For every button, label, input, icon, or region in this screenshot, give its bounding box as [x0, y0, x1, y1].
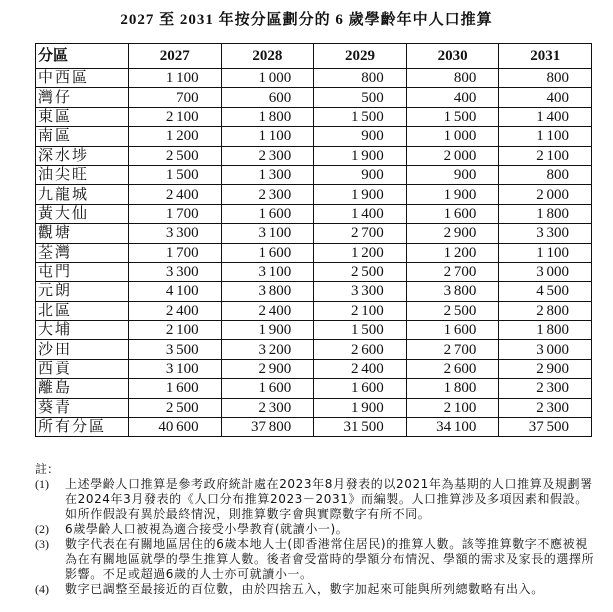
- value-cell: 1 800: [221, 107, 314, 126]
- value-cell: 3 500: [129, 340, 222, 359]
- value-cell: 1 100: [499, 243, 592, 262]
- district-cell: 灣仔: [36, 88, 129, 107]
- value-cell: 1 100: [499, 127, 592, 146]
- note-number: (2): [35, 522, 49, 536]
- value-cell: 2 500: [406, 301, 499, 320]
- value-cell: 2 400: [314, 359, 407, 378]
- header-district: 分區: [36, 44, 129, 69]
- value-cell: 2 900: [221, 359, 314, 378]
- note-item: [35, 537, 595, 582]
- district-cell: 離島: [36, 379, 129, 398]
- value-cell: 1 600: [221, 204, 314, 223]
- value-cell: 1 200: [314, 243, 407, 262]
- table-row: [36, 165, 592, 184]
- value-cell: 1 100: [129, 69, 222, 88]
- district-cell: 元朗: [36, 282, 129, 301]
- table-row: [36, 262, 592, 281]
- value-cell: 37 500: [499, 418, 592, 437]
- note-text: 數字代表在有關地區居住的6歲本地人士(即香港常住居民)的推算人數。該等推算數字不應被視為在有關地區就學的學生推算人數。後者會受當時的學額分布情況、學額的需求及家長的選擇所影響。不足或超過6歲的人士亦可就讀小一。: [65, 537, 595, 581]
- value-cell: 1 500: [314, 107, 407, 126]
- district-cell: 油尖旺: [36, 165, 129, 184]
- district-cell: 所有分區: [36, 418, 129, 437]
- value-cell: 1 900: [314, 146, 407, 165]
- value-cell: 4 100: [129, 282, 222, 301]
- table-row: [36, 224, 592, 243]
- value-cell: 3 100: [129, 359, 222, 378]
- value-cell: 3 800: [221, 282, 314, 301]
- value-cell: 2 100: [314, 301, 407, 320]
- note-number: (1): [35, 477, 49, 491]
- value-cell: 1 800: [406, 379, 499, 398]
- value-cell: 3 300: [129, 224, 222, 243]
- value-cell: 2 300: [499, 379, 592, 398]
- value-cell: 2 500: [129, 398, 222, 417]
- value-cell: 2 000: [406, 146, 499, 165]
- district-cell: 沙田: [36, 340, 129, 359]
- value-cell: 3 000: [499, 262, 592, 281]
- notes-section: [35, 462, 595, 597]
- value-cell: 2 300: [221, 185, 314, 204]
- value-cell: 900: [406, 165, 499, 184]
- value-cell: 1 700: [129, 204, 222, 223]
- value-cell: 900: [314, 127, 407, 146]
- value-cell: 800: [499, 165, 592, 184]
- value-cell: 2 400: [129, 185, 222, 204]
- note-text: 數字已調整至最接近的百位數，由於四捨五入，數字加起來可能與所列總數略有出入。: [65, 582, 544, 596]
- value-cell: 800: [499, 69, 592, 88]
- value-cell: 2 700: [406, 262, 499, 281]
- value-cell: 1 600: [221, 379, 314, 398]
- value-cell: 1 100: [221, 127, 314, 146]
- table-row: [36, 282, 592, 301]
- value-cell: 1 200: [406, 243, 499, 262]
- value-cell: 2 300: [221, 146, 314, 165]
- value-cell: 3 200: [221, 340, 314, 359]
- value-cell: 1 900: [221, 321, 314, 340]
- value-cell: 1 600: [221, 243, 314, 262]
- value-cell: 2 600: [406, 359, 499, 378]
- value-cell: 1 200: [129, 127, 222, 146]
- value-cell: 2 300: [221, 398, 314, 417]
- district-cell: 北區: [36, 301, 129, 320]
- table-row: [36, 418, 592, 437]
- value-cell: 40 600: [129, 418, 222, 437]
- value-cell: 37 800: [221, 418, 314, 437]
- table-row: [36, 185, 592, 204]
- value-cell: 900: [314, 165, 407, 184]
- value-cell: 1 400: [314, 204, 407, 223]
- value-cell: 1 800: [499, 321, 592, 340]
- table-row: [36, 243, 592, 262]
- note-text: 6歲學齡人口被視為適合接受小學教育(就讀小一)。: [65, 522, 349, 536]
- note-item: [35, 582, 595, 597]
- table-row: [36, 146, 592, 165]
- table-row: [36, 301, 592, 320]
- district-cell: 中西區: [36, 69, 129, 88]
- value-cell: 1 900: [314, 398, 407, 417]
- note-number: (4): [35, 582, 49, 596]
- value-cell: 1 700: [129, 243, 222, 262]
- table-row: [36, 398, 592, 417]
- value-cell: 2 700: [314, 224, 407, 243]
- value-cell: 1 600: [406, 321, 499, 340]
- table-row: [36, 127, 592, 146]
- value-cell: 2 100: [129, 107, 222, 126]
- value-cell: 800: [406, 69, 499, 88]
- value-cell: 31 500: [314, 418, 407, 437]
- value-cell: 1 500: [314, 321, 407, 340]
- table-row: [36, 69, 592, 88]
- page-title: 2027 至 2031 年按分區劃分的 6 歲學齡年中人口推算: [120, 12, 493, 28]
- header-year: 2027: [129, 44, 222, 69]
- value-cell: 2 700: [406, 340, 499, 359]
- value-cell: 600: [221, 88, 314, 107]
- notes-label: 註：: [35, 462, 60, 476]
- value-cell: 4 500: [499, 282, 592, 301]
- value-cell: 1 000: [221, 69, 314, 88]
- value-cell: 3 300: [314, 282, 407, 301]
- note-item: [35, 522, 595, 537]
- value-cell: 1 600: [129, 379, 222, 398]
- header-year: 2029: [314, 44, 407, 69]
- value-cell: 1 400: [499, 107, 592, 126]
- district-cell: 大埔: [36, 321, 129, 340]
- value-cell: 1 600: [314, 379, 407, 398]
- value-cell: 2 900: [499, 359, 592, 378]
- value-cell: 1 600: [406, 204, 499, 223]
- table-row: [36, 359, 592, 378]
- value-cell: 1 900: [314, 185, 407, 204]
- district-cell: 南區: [36, 127, 129, 146]
- value-cell: 400: [406, 88, 499, 107]
- value-cell: 3 800: [406, 282, 499, 301]
- district-cell: 觀塘: [36, 224, 129, 243]
- district-cell: 東區: [36, 107, 129, 126]
- header-year: 2031: [499, 44, 592, 69]
- table-row: [36, 340, 592, 359]
- note-text: 上述學齡人口推算是參考政府統計處在2023年8月發表的以2021年為基期的人口推算及規劃署在2024年3月發表的《人口分布推算2023－2031》而編製。人口推算涉及多項因素和假設。如所作假設有異於最終情況，則推算數字會與實際數字有所不同。: [65, 477, 593, 521]
- district-cell: 黃大仙: [36, 204, 129, 223]
- value-cell: 1 000: [406, 127, 499, 146]
- district-cell: 葵青: [36, 398, 129, 417]
- value-cell: 2 900: [406, 224, 499, 243]
- value-cell: 3 300: [129, 262, 222, 281]
- value-cell: 1 300: [221, 165, 314, 184]
- value-cell: 2 800: [499, 301, 592, 320]
- header-year: 2030: [406, 44, 499, 69]
- value-cell: 400: [499, 88, 592, 107]
- value-cell: 2 600: [314, 340, 407, 359]
- district-cell: 荃灣: [36, 243, 129, 262]
- value-cell: 1 800: [499, 204, 592, 223]
- value-cell: 2 400: [129, 301, 222, 320]
- value-cell: 2 500: [314, 262, 407, 281]
- header-year: 2028: [221, 44, 314, 69]
- table-row: [36, 321, 592, 340]
- value-cell: 3 100: [221, 224, 314, 243]
- value-cell: 1 900: [406, 185, 499, 204]
- value-cell: 34 100: [406, 418, 499, 437]
- value-cell: 3 000: [499, 340, 592, 359]
- district-cell: 屯門: [36, 262, 129, 281]
- table-header-row: [36, 44, 592, 69]
- table-row: [36, 204, 592, 223]
- table-row: [36, 88, 592, 107]
- district-cell: 西貢: [36, 359, 129, 378]
- table-row: [36, 107, 592, 126]
- value-cell: 2 400: [221, 301, 314, 320]
- district-cell: 九龍城: [36, 185, 129, 204]
- value-cell: 2 300: [499, 398, 592, 417]
- value-cell: 2 000: [499, 185, 592, 204]
- value-cell: 1 500: [406, 107, 499, 126]
- district-cell: 深水埗: [36, 146, 129, 165]
- value-cell: 700: [129, 88, 222, 107]
- note-number: (3): [35, 537, 49, 551]
- value-cell: 2 100: [499, 146, 592, 165]
- value-cell: 800: [314, 69, 407, 88]
- value-cell: 1 500: [129, 165, 222, 184]
- value-cell: 2 100: [406, 398, 499, 417]
- note-item: [35, 477, 595, 522]
- table-row: [36, 379, 592, 398]
- value-cell: 2 100: [129, 321, 222, 340]
- value-cell: 500: [314, 88, 407, 107]
- population-table: [35, 43, 592, 437]
- value-cell: 2 500: [129, 146, 222, 165]
- value-cell: 3 300: [499, 224, 592, 243]
- value-cell: 3 100: [221, 262, 314, 281]
